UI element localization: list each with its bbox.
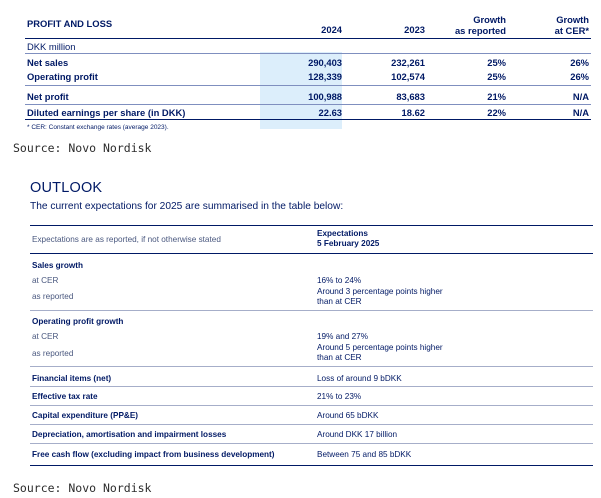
net-sales-growth: 25% (487, 57, 506, 68)
net-profit-2023: 83,683 (396, 91, 425, 102)
header-rule (25, 38, 591, 39)
row-rule (30, 386, 593, 387)
outlook-header-right: Expectations 5 February 2025 (317, 229, 380, 248)
operating-profit-2023: 102,574 (391, 71, 425, 82)
row-rule (25, 104, 591, 105)
table-bottom-rule (25, 119, 591, 120)
row-label-diluted-eps: Diluted earnings per share (in DKK) (27, 107, 186, 118)
diluted-eps-growth: 22% (487, 107, 506, 118)
row-rule (25, 53, 591, 54)
item-value-tax-rate: 21% to 23% (317, 392, 362, 401)
profit-loss-table (25, 10, 591, 120)
sales-growth-cer-value: 16% to 24% (317, 276, 362, 285)
item-label-financial-items: Financial items (net) (32, 374, 112, 383)
unit-label: DKK million (27, 41, 76, 52)
row-rule (30, 424, 593, 425)
net-profit-growth: 21% (487, 91, 506, 102)
item-label-depreciation: Depreciation, amortisation and impairment losses (32, 430, 227, 439)
item-label-capex: Capital expenditure (PP&E) (32, 411, 139, 420)
row-rule (30, 443, 593, 444)
sales-growth-title: Sales growth (32, 261, 83, 270)
col-header-growth-cer: Growth at CER* (554, 14, 589, 36)
sales-growth-cer-label: at CER (32, 276, 59, 285)
net-sales-2023: 232,261 (391, 57, 425, 68)
net-sales-cer: 26% (570, 57, 589, 68)
outlook-title: OUTLOOK (30, 180, 103, 196)
row-label-operating-profit: Operating profit (27, 71, 98, 82)
net-profit-cer: N/A (572, 91, 589, 102)
col-header-2023: 2023 (404, 24, 425, 35)
item-label-tax-rate: Effective tax rate (32, 392, 98, 401)
op-growth-reported-value: Around 5 percentage points higher than at CER (317, 343, 443, 362)
sales-growth-reported-label: as reported (32, 292, 74, 301)
source-caption: Source: Novo Nordisk (13, 481, 152, 495)
row-rule (30, 366, 593, 367)
item-value-depreciation: Around DKK 17 billion (317, 430, 398, 439)
diluted-eps-2023: 18.62 (401, 107, 425, 118)
diluted-eps-2024: 22.63 (318, 107, 342, 118)
header-rule (30, 253, 593, 254)
operating-profit-growth: 25% (487, 71, 506, 82)
item-label-free-cash-flow: Free cash flow (excluding impact from business development) (32, 450, 275, 459)
operating-profit-2024: 128,339 (308, 71, 342, 82)
footnote: * CER: Constant exchange rates (average 2023). (27, 124, 169, 131)
source-caption: Source: Novo Nordisk (13, 141, 152, 155)
op-growth-cer-label: at CER (32, 332, 59, 341)
row-rule (25, 85, 591, 86)
row-rule (30, 405, 593, 406)
col-header-growth-reported: Growth as reported (454, 14, 506, 36)
net-sales-2024: 290,403 (308, 57, 342, 68)
row-rule (30, 310, 593, 311)
net-profit-2024: 100,988 (308, 91, 342, 102)
row-label-net-sales: Net sales (27, 57, 69, 68)
item-value-financial-items: Loss of around 9 bDKK (317, 374, 402, 383)
item-value-capex: Around 65 bDKK (317, 411, 379, 420)
op-growth-reported-label: as reported (32, 349, 74, 358)
op-growth-title: Operating profit growth (32, 317, 124, 326)
table-top-rule (30, 225, 593, 226)
diluted-eps-cer: N/A (572, 107, 589, 118)
op-growth-cer-value: 19% and 27% (317, 332, 368, 341)
table-bottom-rule (30, 465, 593, 466)
outlook-subtitle: The current expectations for 2025 are summarised in the table below: (30, 201, 344, 212)
sales-growth-reported-value: Around 3 percentage points higher than at CER (317, 287, 443, 306)
item-value-free-cash-flow: Between 75 and 85 bDKK (317, 450, 412, 459)
row-label-net-profit: Net profit (27, 91, 69, 102)
table-title: PROFIT AND LOSS (27, 18, 113, 29)
operating-profit-cer: 26% (570, 71, 589, 82)
col-header-2024: 2024 (321, 24, 342, 35)
outlook-header-left: Expectations are as reported, if not otherwise stated (32, 235, 221, 244)
